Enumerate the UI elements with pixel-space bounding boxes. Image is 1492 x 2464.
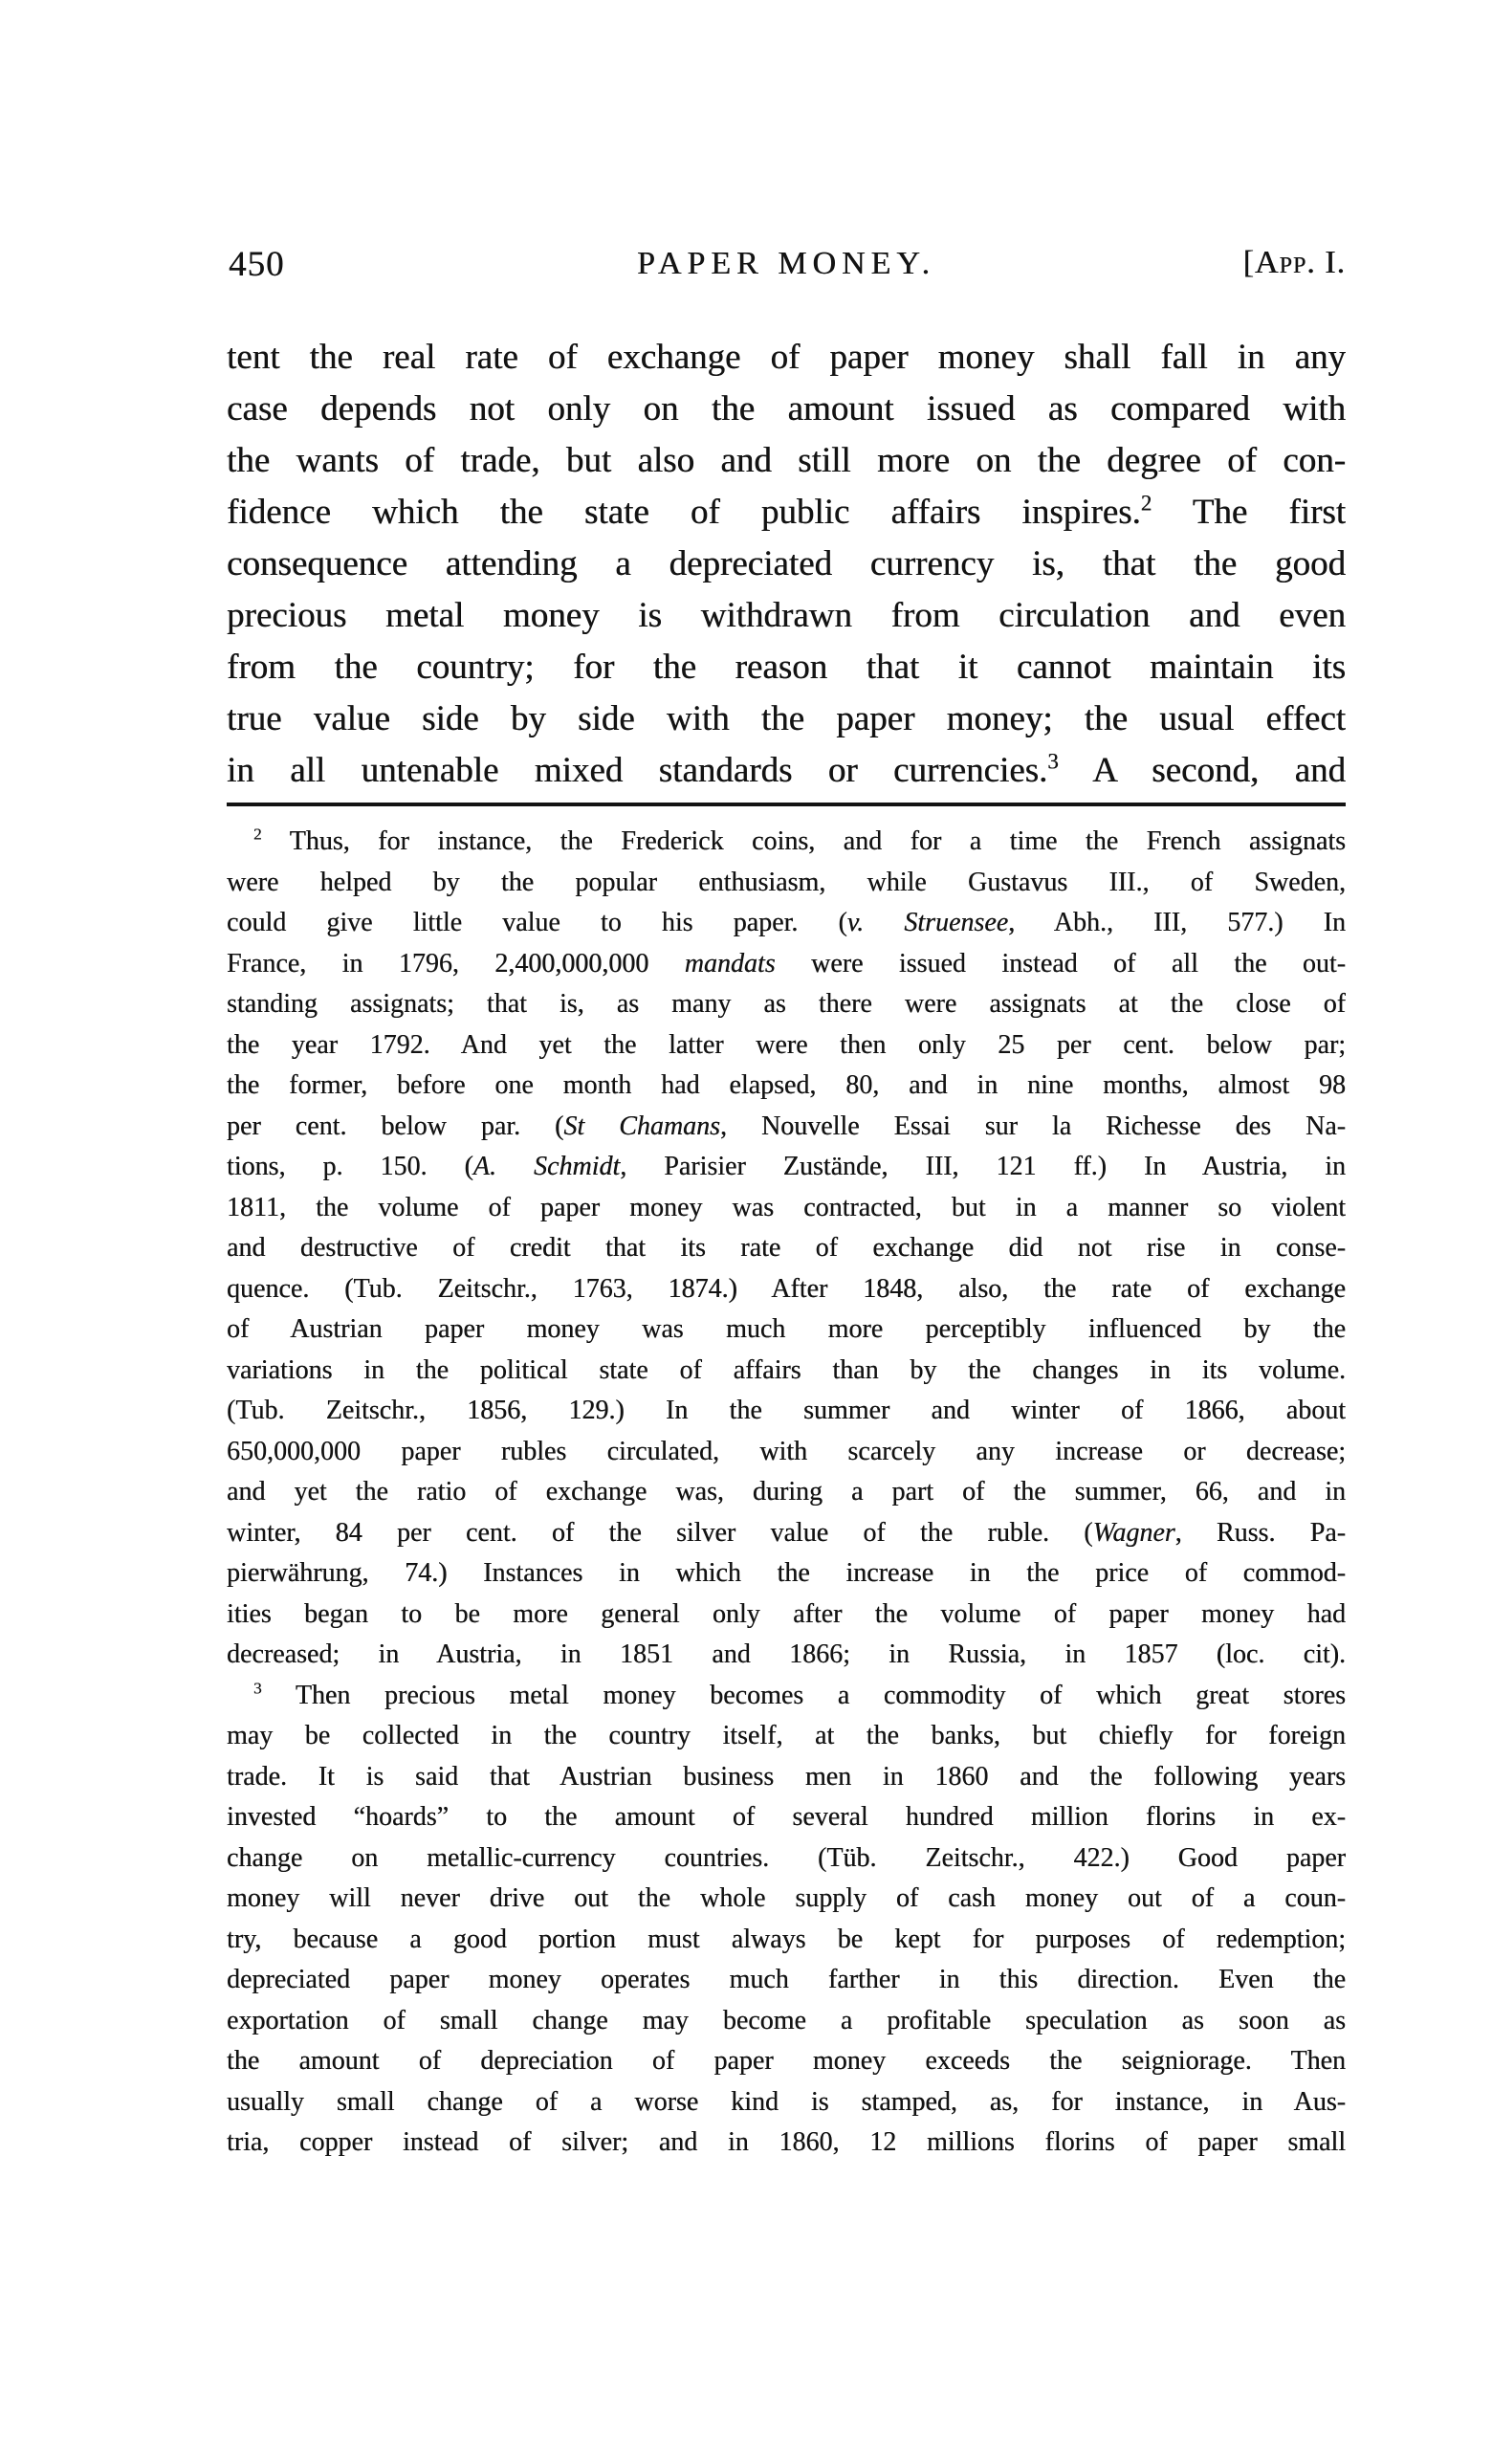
running-header [227, 242, 1346, 290]
footnote-line: exportation of small change may become a profitable speculation as soon as [227, 2005, 1346, 2035]
footnote-line: the former, before one month had elapsed, 80, and in nine months, almost 98 [227, 1070, 1346, 1100]
footnote-line: quence. (Tub. Zeitschr., 1763, 1874.) After 1848, also, the rate of exchange [227, 1273, 1346, 1304]
footnote-line: variations in the political state of affairs than by the changes in its volume. [227, 1354, 1346, 1385]
footnote-line: depreciated paper money operates much farther in this direction. Even the [227, 1965, 1346, 1994]
footnote-line: the amount of depreciation of paper money exceeds the seigniorage. Then [227, 2046, 1346, 2076]
footnote-line: winter, 84 per cent. of the silver value of the ruble. (Wagner, Russ. Pa- [227, 1517, 1346, 1548]
footnote-line: tions, p. 150. (A. Schmidt, Parisier Zustände, III, 121 ff.) In Austria, in [227, 1152, 1346, 1181]
body-line: fidence which the state of public affairs inspires.$^2$ The first [227, 491, 1346, 532]
footnote-line: invested “hoards” to the amount of several hundred million florins in ex- [227, 1802, 1346, 1832]
footnote-line: were helped by the popular enthusiasm, while Gustavus III., of Sweden, [227, 867, 1346, 897]
footnote-line: may be collected in the country itself, at the banks, but chiefly for foreign [227, 1721, 1346, 1750]
footnote-line: $^2$ Thus, for instance, the Frederick coins, and for a time the French assignats [253, 825, 1346, 856]
body-line: precious metal money is withdrawn from circulation and even [227, 596, 1346, 635]
footnote-line: the year 1792. And yet the latter were then only 25 per cent. below par; [227, 1029, 1346, 1060]
footnote-line: decreased; in Austria, in 1851 and 1866; in Russia, in 1857 (loc. cit). [227, 1639, 1346, 1669]
footnote-line: could give little value to his paper. (v. Struensee, Abh., III, 577.) In [227, 908, 1346, 937]
footnote-line: trade. It is said that Austrian business men in 1860 and the following years [227, 1761, 1346, 1792]
page-content [227, 242, 1346, 2164]
page-number: 450 [229, 245, 285, 284]
section-label: [App. I. [1242, 245, 1346, 280]
footnote-line: ities began to be more general only after the volume of paper money had [227, 1598, 1346, 1629]
footnote-line: per cent. below par. (St Chamans, Nouvelle Essai sur la Richesse des Na- [227, 1111, 1346, 1141]
footnote-line: pierwährung, 74.) Instances in which the increase in the price of commod- [227, 1558, 1346, 1588]
body-line: from the country; for the reason that it cannot maintain its [227, 648, 1346, 687]
body-line: true value side by side with the paper money; the usual effect [227, 699, 1346, 738]
footnote-line: and destructive of credit that its rate of exchange did not rise in conse- [227, 1233, 1346, 1263]
body-line: in all untenable mixed standards or currencies.$^3$ A second, and [227, 749, 1346, 790]
footnote-line: money will never drive out the whole supply of cash money out of a coun- [227, 1883, 1346, 1913]
footnote-line: try, because a good portion must always be kept for purposes of redemption; [227, 1924, 1346, 1954]
body-line: consequence attending a depreciated currency is, that the good [227, 544, 1346, 583]
body-text [227, 332, 1346, 797]
footnote-line: change on metallic-currency countries. (Tüb. Zeitschr., 422.) Good paper [227, 1842, 1346, 1873]
footnote-line: $^3$ Then precious metal money becomes a commodity of which great stores [253, 1679, 1346, 1710]
footnote-line: of Austrian paper money was much more perceptibly influenced by the [227, 1314, 1346, 1344]
footnote-line: 650,000,000 paper rubles circulated, with scarcely any increase or decrease; [227, 1436, 1346, 1466]
footnote-line: and yet the ratio of exchange was, during a part of the summer, 66, and in [227, 1477, 1346, 1507]
body-line: case depends not only on the amount issued as compared with [227, 389, 1346, 429]
body-line: tent the real rate of exchange of paper money shall fall in any [227, 338, 1346, 377]
footnote-line: 1811, the volume of paper money was contracted, but in a manner so violent [227, 1192, 1346, 1222]
footnote-line: tria, copper instead of silver; and in 1860, 12 millions florins of paper small [227, 2127, 1346, 2157]
running-title: PAPER MONEY. [637, 246, 935, 281]
footnote-line: (Tub. Zeitschr., 1856, 129.) In the summer and winter of 1866, about [227, 1396, 1346, 1425]
footnotes [227, 822, 1346, 2164]
footnote-line: standing assignats; that is, as many as there were assignats at the close of [227, 989, 1346, 1019]
footnote-line: France, in 1796, 2,400,000,000 mandats were issued instead of all the out- [227, 948, 1346, 979]
footnote-line: usually small change of a worse kind is stamped, as, for instance, in Aus- [227, 2086, 1346, 2117]
footnote-divider [227, 803, 1346, 806]
body-line: the wants of trade, but also and still more on the degree of con- [227, 441, 1346, 480]
